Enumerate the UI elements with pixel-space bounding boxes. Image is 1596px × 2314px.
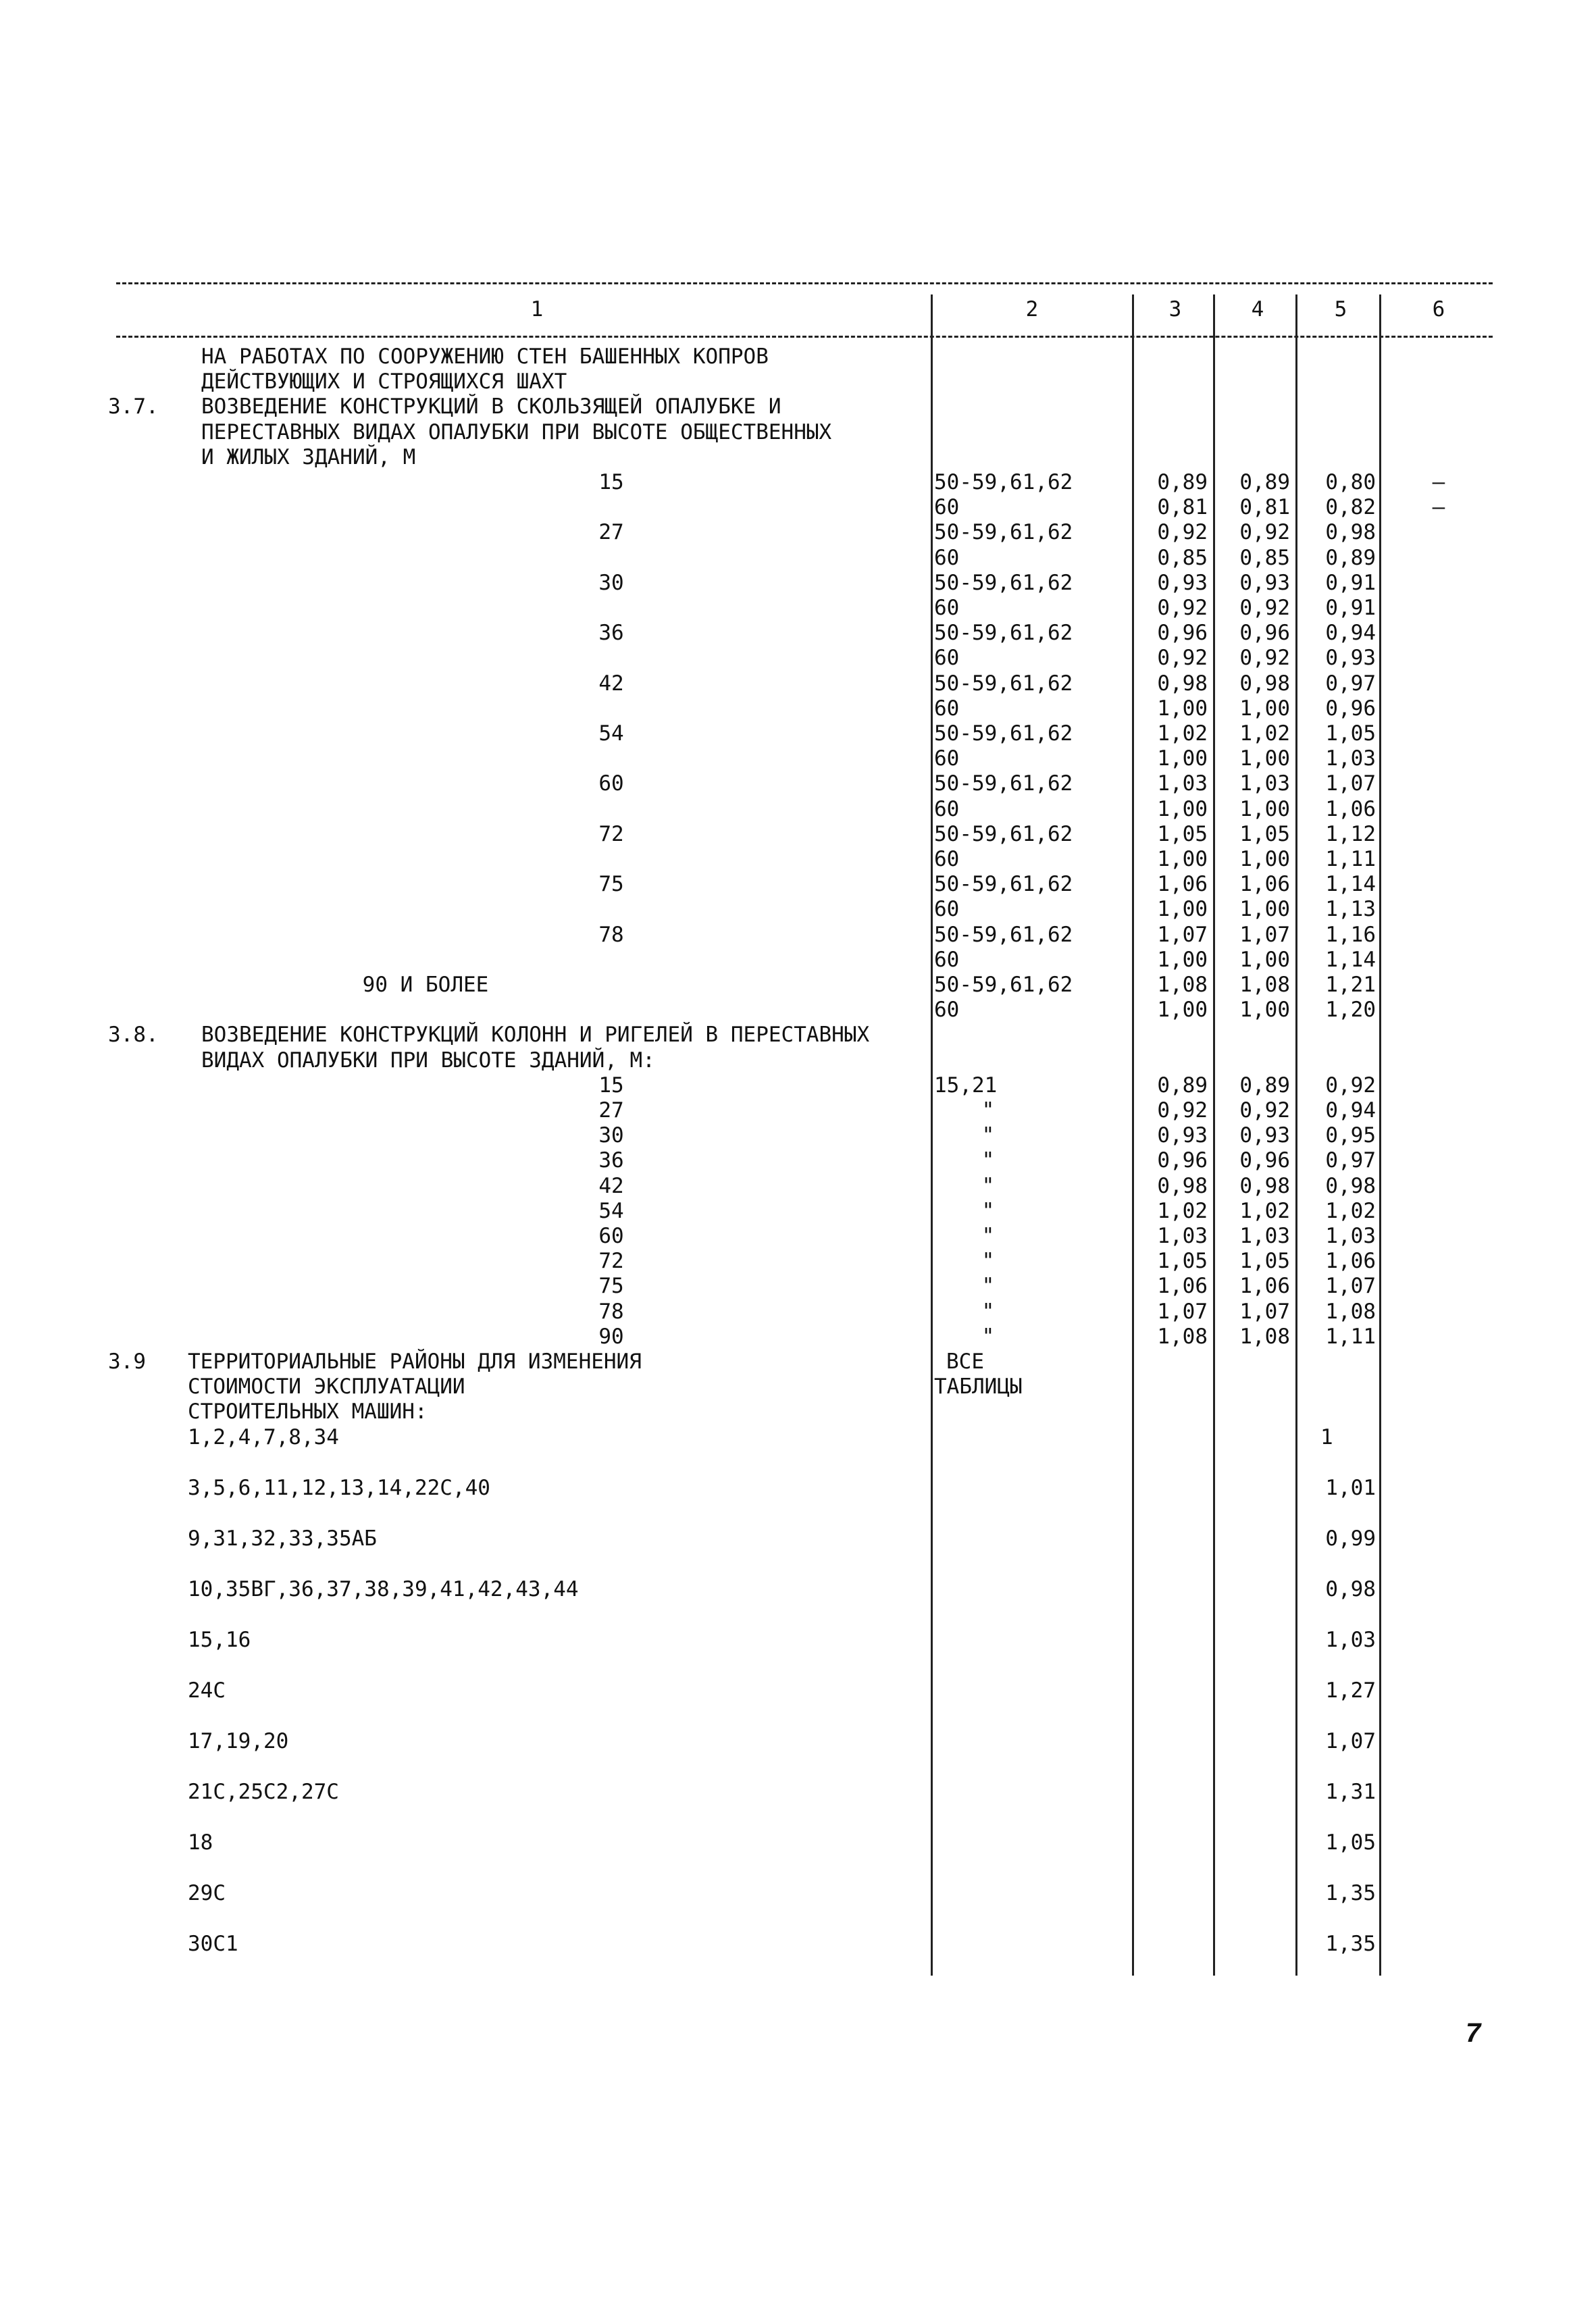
coefficient-col3: 1,02: [1157, 1199, 1208, 1223]
table-row: [0, 822, 1596, 847]
coefficient-col5: 1,07: [1325, 1274, 1376, 1298]
coefficient-col4: 1,00: [1239, 897, 1290, 921]
table-numbers-cell: ВСЕ: [946, 1349, 984, 1374]
table-numbers-cell: 60: [934, 897, 960, 921]
section-number: 3.7.: [108, 394, 159, 419]
coefficient-col3: 0,81: [1157, 495, 1208, 519]
height-label: 30: [598, 571, 624, 595]
coefficient-col4: 0,92: [1239, 646, 1290, 670]
section-heading-line: [0, 1048, 1596, 1073]
coefficient-col4: 1,00: [1239, 797, 1290, 821]
coefficient-col5: 1,11: [1325, 1325, 1376, 1349]
height-label: 90: [598, 1325, 624, 1349]
coefficient-col5: 1,13: [1325, 897, 1376, 921]
table-numbers-cell: 60: [934, 797, 960, 821]
coefficient-col5: 1,20: [1325, 998, 1376, 1022]
table-row: [0, 1174, 1596, 1199]
table-row: [0, 1274, 1596, 1299]
coefficient-col5: 1,02: [1325, 1199, 1376, 1223]
table-numbers-cell: 50-59,61,62: [934, 520, 1073, 544]
table-numbers-cell: ": [981, 1123, 995, 1148]
section-heading-text: СТРОИТЕЛЬНЫХ МАШИН:: [188, 1399, 428, 1424]
coefficient-col6: [1405, 923, 1472, 948]
coefficient-col3: 1,00: [1157, 897, 1208, 921]
header-col-4: 4: [1251, 297, 1264, 322]
coefficient-col6: [1405, 973, 1472, 998]
table-numbers-cell: ": [981, 1098, 995, 1123]
coefficient-col5: 1,05: [1325, 721, 1376, 746]
table-numbers-cell: 50-59,61,62: [934, 872, 1073, 896]
coefficient-col4: 1,00: [1239, 948, 1290, 972]
coefficient-col3: 0,93: [1157, 571, 1208, 595]
section-heading-text: ВОЗВЕДЕНИЕ КОНСТРУКЦИЙ КОЛОНН И РИГЕЛЕЙ В ПЕРЕСТАВНЫХ: [201, 1023, 870, 1047]
coefficient-col3: 1,00: [1157, 998, 1208, 1022]
coefficient-col4: 1,05: [1239, 822, 1290, 846]
coefficient-col6: [1405, 847, 1472, 872]
region-list: 24С: [188, 1678, 226, 1703]
region-list: 1,2,4,7,8,34: [188, 1425, 339, 1449]
table-row: [0, 1425, 1596, 1450]
table-row: [0, 646, 1596, 671]
table-numbers-cell: 50-59,61,62: [934, 822, 1073, 846]
coefficient-col4: 1,08: [1239, 973, 1290, 997]
coefficient-col5: 0,82: [1325, 495, 1376, 519]
table-numbers-cell: 60: [934, 948, 960, 972]
table-row: [0, 1123, 1596, 1148]
coefficient-col5: 0,93: [1325, 646, 1376, 670]
section-heading-text: ТЕРРИТОРИАЛЬНЫЕ РАЙОНЫ ДЛЯ ИЗМЕНЕНИЯ: [188, 1349, 642, 1374]
height-label: 27: [598, 1098, 624, 1123]
coefficient-col3: 1,00: [1157, 746, 1208, 771]
coefficient-col4: 0,98: [1239, 671, 1290, 696]
coefficient-col4: 1,03: [1239, 1224, 1290, 1248]
heading-text: НА РАБОТАХ ПО СООРУЖЕНИЮ СТЕН БАШЕННЫХ КОПРОВ: [201, 344, 769, 369]
coefficient-col3: 1,08: [1157, 1325, 1208, 1349]
table-numbers-cell: 60: [934, 495, 960, 519]
coefficient-col5: 1,01: [1325, 1476, 1376, 1500]
coefficient-col5: 1,35: [1325, 1932, 1376, 1956]
height-label: 72: [598, 822, 624, 846]
table-row: [0, 546, 1596, 571]
coefficient-col4: 1,02: [1239, 721, 1290, 746]
region-list: 29С: [188, 1881, 226, 1905]
section-heading-text: СТОИМОСТИ ЭКСПЛУАТАЦИИ: [188, 1374, 465, 1399]
table-row: [0, 621, 1596, 646]
coefficient-col5: 0,91: [1325, 596, 1376, 620]
coefficient-col5: 1,21: [1325, 973, 1376, 997]
coefficient-col4: 0,92: [1239, 1098, 1290, 1123]
table-row: [0, 1830, 1596, 1855]
coefficient-col3: 1,00: [1157, 797, 1208, 821]
coefficient-col3: 1,06: [1157, 1274, 1208, 1298]
coefficient-col3: 0,89: [1157, 1073, 1208, 1098]
coefficient-col5: 0,97: [1325, 1148, 1376, 1173]
coefficient-col3: 1,05: [1157, 822, 1208, 846]
section-heading-line: [0, 1374, 1596, 1399]
coefficient-col6: [1405, 822, 1472, 847]
column-divider: [1379, 294, 1381, 1976]
table-numbers-cell: 60: [934, 646, 960, 670]
height-label: 60: [598, 1224, 624, 1248]
height-label: 75: [598, 872, 624, 896]
coefficient-col5: 1,03: [1325, 1224, 1376, 1248]
coefficient-col3: 1,02: [1157, 721, 1208, 746]
coefficient-col5: 1,11: [1325, 847, 1376, 871]
table-row: [0, 1932, 1596, 1957]
coefficient-col5: 0,99: [1325, 1526, 1376, 1551]
coefficient-col6: [1405, 897, 1472, 922]
region-list: 17,19,20: [188, 1729, 289, 1753]
coefficient-col3: 0,98: [1157, 671, 1208, 696]
column-divider: [1132, 294, 1134, 1976]
table-row: [0, 1300, 1596, 1325]
section-heading-text: ВИДАХ ОПАЛУБКИ ПРИ ВЫСОТЕ ЗДАНИЙ, М:: [201, 1048, 655, 1073]
table-numbers-cell: 60: [934, 746, 960, 771]
table-numbers-cell: 50-59,61,62: [934, 973, 1073, 997]
intro-line: [0, 369, 1596, 394]
table-numbers-cell: ": [981, 1325, 995, 1349]
table-row: [0, 470, 1596, 495]
coefficient-col3: 0,96: [1157, 621, 1208, 645]
coefficient-col6: [1405, 520, 1472, 545]
height-label: 42: [598, 1174, 624, 1198]
height-label: 54: [598, 721, 624, 746]
coefficient-col4: 0,93: [1239, 571, 1290, 595]
coefficient-col6: [1405, 546, 1472, 571]
section-heading-line: [0, 394, 1596, 419]
coefficient-col5: 0,98: [1325, 1174, 1376, 1198]
coefficient-col6: [1405, 746, 1472, 771]
table-numbers-cell: 60: [934, 847, 960, 871]
coefficient-col5: 0,92: [1325, 1073, 1376, 1098]
region-list: 21С,25С2,27С: [188, 1780, 339, 1804]
coefficient-col4: 1,07: [1239, 1300, 1290, 1324]
coefficient-col6: [1405, 771, 1472, 796]
coefficient-col3: 0,92: [1157, 596, 1208, 620]
coefficient-col3: 0,96: [1157, 1148, 1208, 1173]
top-rule: [116, 282, 1493, 284]
coefficient-col5: 1,14: [1325, 872, 1376, 896]
table-numbers-cell: 50-59,61,62: [934, 721, 1073, 746]
coefficient-col5: 1,27: [1325, 1678, 1376, 1703]
height-label: 15: [598, 1073, 624, 1098]
coefficient-col4: 0,93: [1239, 1123, 1290, 1148]
coefficient-col3: 1,07: [1157, 1300, 1208, 1324]
coefficient-col4: 1,02: [1239, 1199, 1290, 1223]
coefficient-col6: [1405, 721, 1472, 746]
coefficient-col4: 1,08: [1239, 1325, 1290, 1349]
table-row: [0, 1224, 1596, 1249]
coefficient-col6: [1405, 696, 1472, 721]
coefficient-col6: [1405, 948, 1472, 973]
height-label: 30: [598, 1123, 624, 1148]
coefficient-col6: [1405, 872, 1472, 897]
column-divider: [931, 294, 933, 1976]
coefficient-col5: 1,06: [1325, 1249, 1376, 1273]
coefficient-col4: 0,96: [1239, 621, 1290, 645]
table-numbers-cell: 60: [934, 696, 960, 721]
column-divider: [1213, 294, 1215, 1976]
table-numbers-cell: ": [981, 1148, 995, 1173]
coefficient-col5: 1: [1320, 1425, 1333, 1449]
coefficient-col4: 1,00: [1239, 998, 1290, 1022]
coefficient-col6: [1405, 571, 1472, 596]
coefficient-col3: 1,07: [1157, 923, 1208, 947]
coefficient-col4: 0,98: [1239, 1174, 1290, 1198]
table-numbers-cell: 60: [934, 998, 960, 1022]
coefficient-col5: 0,94: [1325, 1098, 1376, 1123]
coefficient-col3: 1,00: [1157, 847, 1208, 871]
region-list: 15,16: [188, 1628, 251, 1652]
table-numbers-cell: ": [981, 1274, 995, 1298]
table-row: [0, 1628, 1596, 1653]
coefficient-col5: 1,12: [1325, 822, 1376, 846]
coefficient-col5: 0,98: [1325, 1577, 1376, 1601]
table-numbers-cell: 60: [934, 546, 960, 570]
coefficient-col3: 0,92: [1157, 1098, 1208, 1123]
coefficient-col5: 1,03: [1325, 1628, 1376, 1652]
table-numbers-cell: 50-59,61,62: [934, 470, 1073, 494]
table-numbers-cell: 50-59,61,62: [934, 571, 1073, 595]
region-list: 3,5,6,11,12,13,14,22С,40: [188, 1476, 490, 1500]
table-numbers-cell: 50-59,61,62: [934, 923, 1073, 947]
header-col-5: 5: [1334, 297, 1347, 322]
table-numbers-cell: 60: [934, 596, 960, 620]
height-label: 75: [598, 1274, 624, 1298]
coefficient-col5: 1,35: [1325, 1881, 1376, 1905]
section-heading-line: [0, 420, 1596, 445]
coefficient-col3: 0,92: [1157, 646, 1208, 670]
table-row: [0, 1073, 1596, 1098]
coefficient-col5: 1,31: [1325, 1780, 1376, 1804]
coefficient-col3: 1,03: [1157, 1224, 1208, 1248]
table-row: [0, 671, 1596, 696]
coefficient-col3: 0,98: [1157, 1174, 1208, 1198]
page-number: 7: [1466, 2018, 1481, 2048]
coefficient-col5: 1,07: [1325, 771, 1376, 796]
table-row: [0, 596, 1596, 621]
table-row: [0, 923, 1596, 948]
height-label: 72: [598, 1249, 624, 1273]
coefficient-col6: [1405, 621, 1472, 646]
section-number: 3.8.: [108, 1023, 159, 1047]
table-row: [0, 973, 1596, 998]
coefficient-col6: –: [1432, 470, 1445, 494]
coefficient-col5: 0,91: [1325, 571, 1376, 595]
height-label: 90 И БОЛЕЕ: [362, 973, 489, 997]
coefficient-col5: 0,80: [1325, 470, 1376, 494]
table-row: [0, 1325, 1596, 1349]
coefficient-col5: 0,98: [1325, 520, 1376, 544]
coefficient-col4: 0,92: [1239, 596, 1290, 620]
coefficient-col5: 1,07: [1325, 1729, 1376, 1753]
column-divider: [1295, 294, 1297, 1976]
table-row: [0, 1881, 1596, 1906]
coefficient-col4: 1,05: [1239, 1249, 1290, 1273]
coefficient-col3: 1,00: [1157, 696, 1208, 721]
table-row: [0, 948, 1596, 973]
table-row: [0, 495, 1596, 520]
table-row: [0, 1476, 1596, 1501]
table-numbers-cell: ": [981, 1249, 995, 1273]
height-label: 27: [598, 520, 624, 544]
coefficient-col4: 1,07: [1239, 923, 1290, 947]
header-col-2: 2: [1025, 297, 1039, 322]
section-number: 3.9: [108, 1349, 146, 1374]
coefficient-col6: [1405, 671, 1472, 696]
intro-line: [0, 344, 1596, 369]
coefficient-col3: 1,08: [1157, 973, 1208, 997]
coefficient-col4: 1,06: [1239, 872, 1290, 896]
coefficient-col4: 0,92: [1239, 520, 1290, 544]
coefficient-col4: 0,81: [1239, 495, 1290, 519]
header-rule: [116, 336, 1493, 338]
height-label: 78: [598, 923, 624, 947]
coefficient-col5: 1,06: [1325, 797, 1376, 821]
table-row: [0, 1199, 1596, 1224]
table-row: [0, 797, 1596, 822]
table-numbers-cell: ": [981, 1199, 995, 1223]
coefficient-col5: 0,97: [1325, 671, 1376, 696]
coefficient-col3: 1,03: [1157, 771, 1208, 796]
table-numbers-cell: 50-59,61,62: [934, 671, 1073, 696]
table-row: [0, 721, 1596, 746]
height-label: 78: [598, 1300, 624, 1324]
table-row: [0, 1098, 1596, 1123]
table-numbers-cell: ": [981, 1300, 995, 1324]
header-col-3: 3: [1168, 297, 1182, 322]
coefficient-col4: 0,89: [1239, 470, 1290, 494]
table-row: [0, 872, 1596, 897]
table-row: [0, 1678, 1596, 1703]
coefficient-col4: 0,85: [1239, 546, 1290, 570]
coefficient-col4: 0,89: [1239, 1073, 1290, 1098]
coefficient-col5: 1,03: [1325, 746, 1376, 771]
coefficient-col4: 1,03: [1239, 771, 1290, 796]
coefficient-col5: 1,14: [1325, 948, 1376, 972]
coefficient-col5: 1,16: [1325, 923, 1376, 947]
region-list: 18: [188, 1830, 213, 1855]
table-numbers-cell: ": [981, 1224, 995, 1248]
height-label: 42: [598, 671, 624, 696]
table-row: [0, 571, 1596, 596]
coefficient-col3: 1,05: [1157, 1249, 1208, 1273]
coefficient-col3: 1,06: [1157, 872, 1208, 896]
height-label: 60: [598, 771, 624, 796]
table-row: [0, 1249, 1596, 1274]
table-row: [0, 998, 1596, 1023]
table-row: [0, 1577, 1596, 1602]
coefficient-col4: 1,00: [1239, 847, 1290, 871]
height-label: 15: [598, 470, 624, 494]
coefficient-col6: [1405, 797, 1472, 822]
table-row: [0, 1780, 1596, 1805]
height-label: 36: [598, 1148, 624, 1173]
header-col-1: 1: [530, 297, 544, 322]
header-col-6: 6: [1432, 297, 1445, 322]
table-row: [0, 771, 1596, 796]
coefficient-col6: [1405, 646, 1472, 671]
heading-text: ДЕЙСТВУЮЩИХ И СТРОЯЩИХСЯ ШАХТ: [201, 369, 567, 394]
height-label: 54: [598, 1199, 624, 1223]
table-numbers-cell: ": [981, 1174, 995, 1198]
coefficient-col5: 1,08: [1325, 1300, 1376, 1324]
section-heading-line: [0, 445, 1596, 470]
table-row: [0, 847, 1596, 872]
table-row: [0, 1148, 1596, 1173]
table-header: [0, 296, 1596, 321]
coefficient-col4: 1,00: [1239, 746, 1290, 771]
height-label: 36: [598, 621, 624, 645]
table-row: [0, 696, 1596, 721]
section-heading-text: ВОЗВЕДЕНИЕ КОНСТРУКЦИЙ В СКОЛЬЗЯЩЕЙ ОПАЛУБКЕ И: [201, 394, 781, 419]
coefficient-col3: 1,00: [1157, 948, 1208, 972]
coefficient-col4: 1,06: [1239, 1274, 1290, 1298]
table-numbers-cell: 50-59,61,62: [934, 621, 1073, 645]
table-numbers-cell: 50-59,61,62: [934, 771, 1073, 796]
table-row: [0, 520, 1596, 545]
coefficient-col5: 1,05: [1325, 1830, 1376, 1855]
coefficient-col4: 0,96: [1239, 1148, 1290, 1173]
coefficient-col5: 0,96: [1325, 696, 1376, 721]
section-heading-text: ПЕРЕСТАВНЫХ ВИДАХ ОПАЛУБКИ ПРИ ВЫСОТЕ ОБЩЕСТВЕННЫХ: [201, 420, 832, 444]
region-list: 10,35ВГ,36,37,38,39,41,42,43,44: [188, 1577, 579, 1601]
table-row: [0, 1526, 1596, 1551]
section-heading-line: [0, 1023, 1596, 1048]
table-row: [0, 1729, 1596, 1754]
region-list: 9,31,32,33,35АБ: [188, 1526, 377, 1551]
section-heading-line: [0, 1399, 1596, 1424]
coefficient-col3: 0,89: [1157, 470, 1208, 494]
region-list: 30С1: [188, 1932, 238, 1956]
coefficient-col5: 0,89: [1325, 546, 1376, 570]
coefficient-col3: 0,93: [1157, 1123, 1208, 1148]
coefficient-col6: [1405, 998, 1472, 1023]
table-row: [0, 746, 1596, 771]
table-numbers-cell: 15,21: [934, 1073, 998, 1098]
section-heading-text: И ЖИЛЫХ ЗДАНИЙ, М: [201, 445, 416, 469]
coefficient-col5: 0,94: [1325, 621, 1376, 645]
coefficient-col6: –: [1432, 495, 1445, 519]
coefficient-col4: 1,00: [1239, 696, 1290, 721]
coefficient-col6: [1405, 596, 1472, 621]
coefficient-col3: 0,85: [1157, 546, 1208, 570]
coefficient-col5: 0,95: [1325, 1123, 1376, 1148]
table-numbers-cell: ТАБЛИЦЫ: [934, 1374, 1023, 1399]
coefficient-col3: 0,92: [1157, 520, 1208, 544]
section-heading-line: [0, 1349, 1596, 1374]
table-row: [0, 897, 1596, 922]
